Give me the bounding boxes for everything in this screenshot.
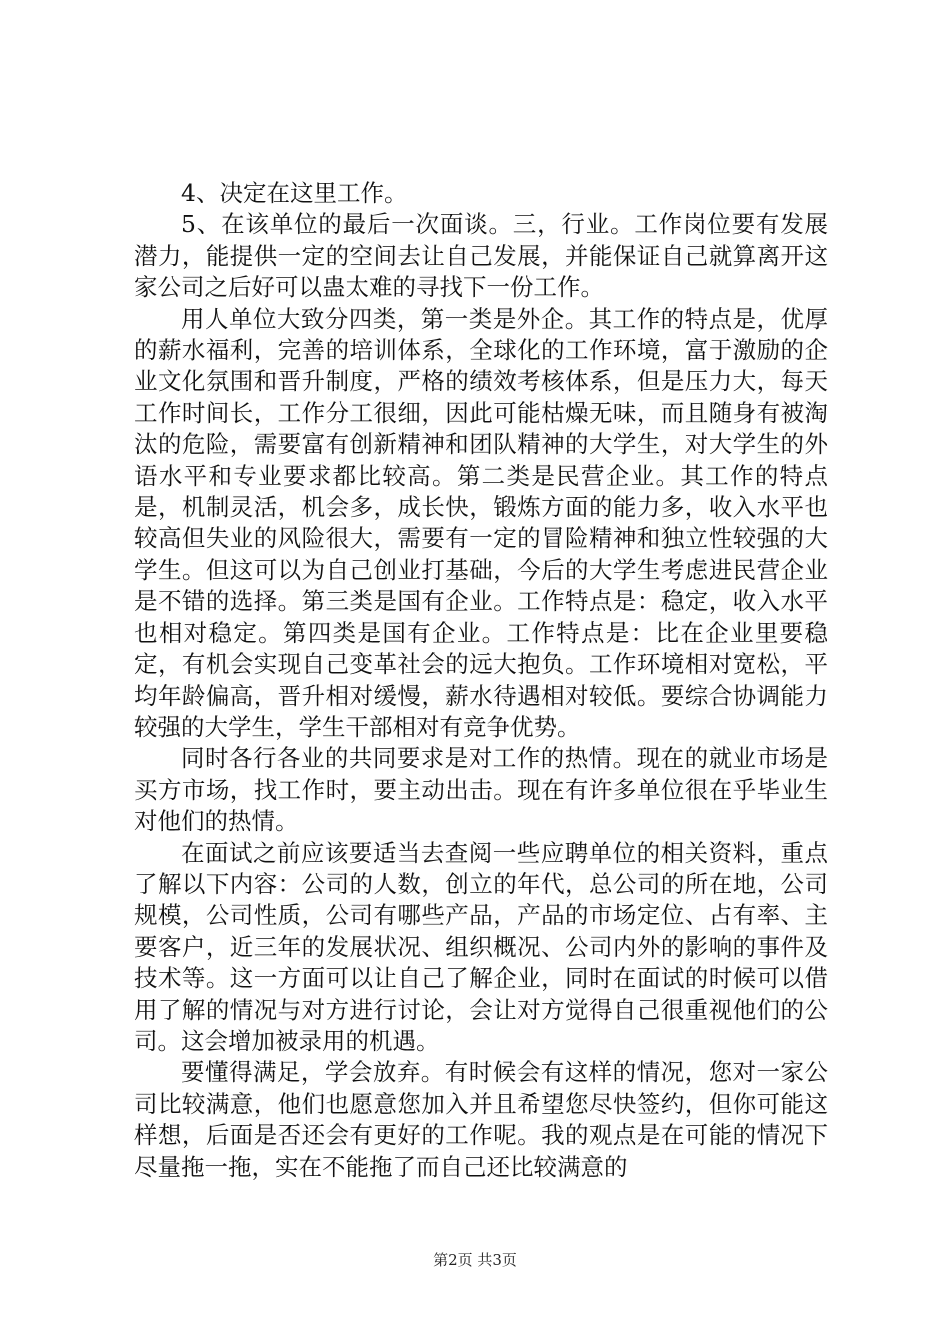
page-footer: 第2页 共3页	[433, 1251, 517, 1269]
paragraph-contentment: 要懂得满足，学会放弃。有时候会有这样的情况，您对一家公司比较满意，他们也愿意您加入并且希望您尽快签约，但你可能这样想，后面是否还会有更好的工作呢。我的观点是在可能的情况下尽量拖一拖，实在不能拖了而自己还比较满意的	[134, 1058, 828, 1181]
paragraph-item-5: 5、在该单位的最后一次面谈。三，行业。工作岗位要有发展潜力，能提供一定的空间去让自己发展，并能保证自己就算离开这家公司之后好可以蛊太难的寻找下一份工作。	[134, 210, 828, 302]
document-body	[134, 178, 828, 1183]
paragraph-work-enthusiasm: 同时各行各业的共同要求是对工作的热情。现在的就业市场是买方市场，找工作时，要主动出击。现在有许多单位很在乎毕业生对他们的热情。	[134, 744, 828, 836]
paragraph-item-4: 4、决定在这里工作。	[181, 179, 408, 207]
paragraph-company-research: 在面试之前应该要适当去查阅一些应聘单位的相关资料，重点了解以下内容：公司的人数，创立的年代，总公司的所在地，公司规模，公司性质，公司有哪些产品，产品的市场定位、占有率、主要客户，近三年的发展状况、组织概况、公司内外的影响的事件及技术等。这一方面可以让自己了解企业，同时在面试的时候可以借用了解的情况与对方进行讨论，会让对方觉得自己很重视他们的公司。这会增加被录用的机遇。	[134, 838, 828, 1055]
paragraph-employer-types: 用人单位大致分四类，第一类是外企。其工作的特点是，优厚的薪水福利，完善的培训体系，全球化的工作环境，富于激励的企业文化氛围和晋升制度，严格的绩效考核体系，但是压力大，每天工作时间长，工作分工很细，因此可能枯燥无味，而且随身有被淘汰的危险，需要富有创新精神和团队精神的大学生，对大学生的外语水平和专业要求都比较高。第二类是民营企业。其工作的特点是，机制灵活，机会多，成长快，锻炼方面的能力多，收入水平也较高但失业的风险很大，需要有一定的冒险精神和独立性较强的大学生。但这可以为自己创业打基础，今后的大学生考虑进民营企业是不错的选择。第三类是国有企业。工作特点是：稳定，收入水平也相对稳定。第四类是国有企业。工作特点是：比在企业里要稳定，有机会实现自己变革社会的远大抱负。工作环境相对宽松，平均年龄偏高，晋升相对缓慢，薪水待遇相对较低。要综合协调能力较强的大学生，学生干部相对有竞争优势。	[134, 304, 828, 741]
